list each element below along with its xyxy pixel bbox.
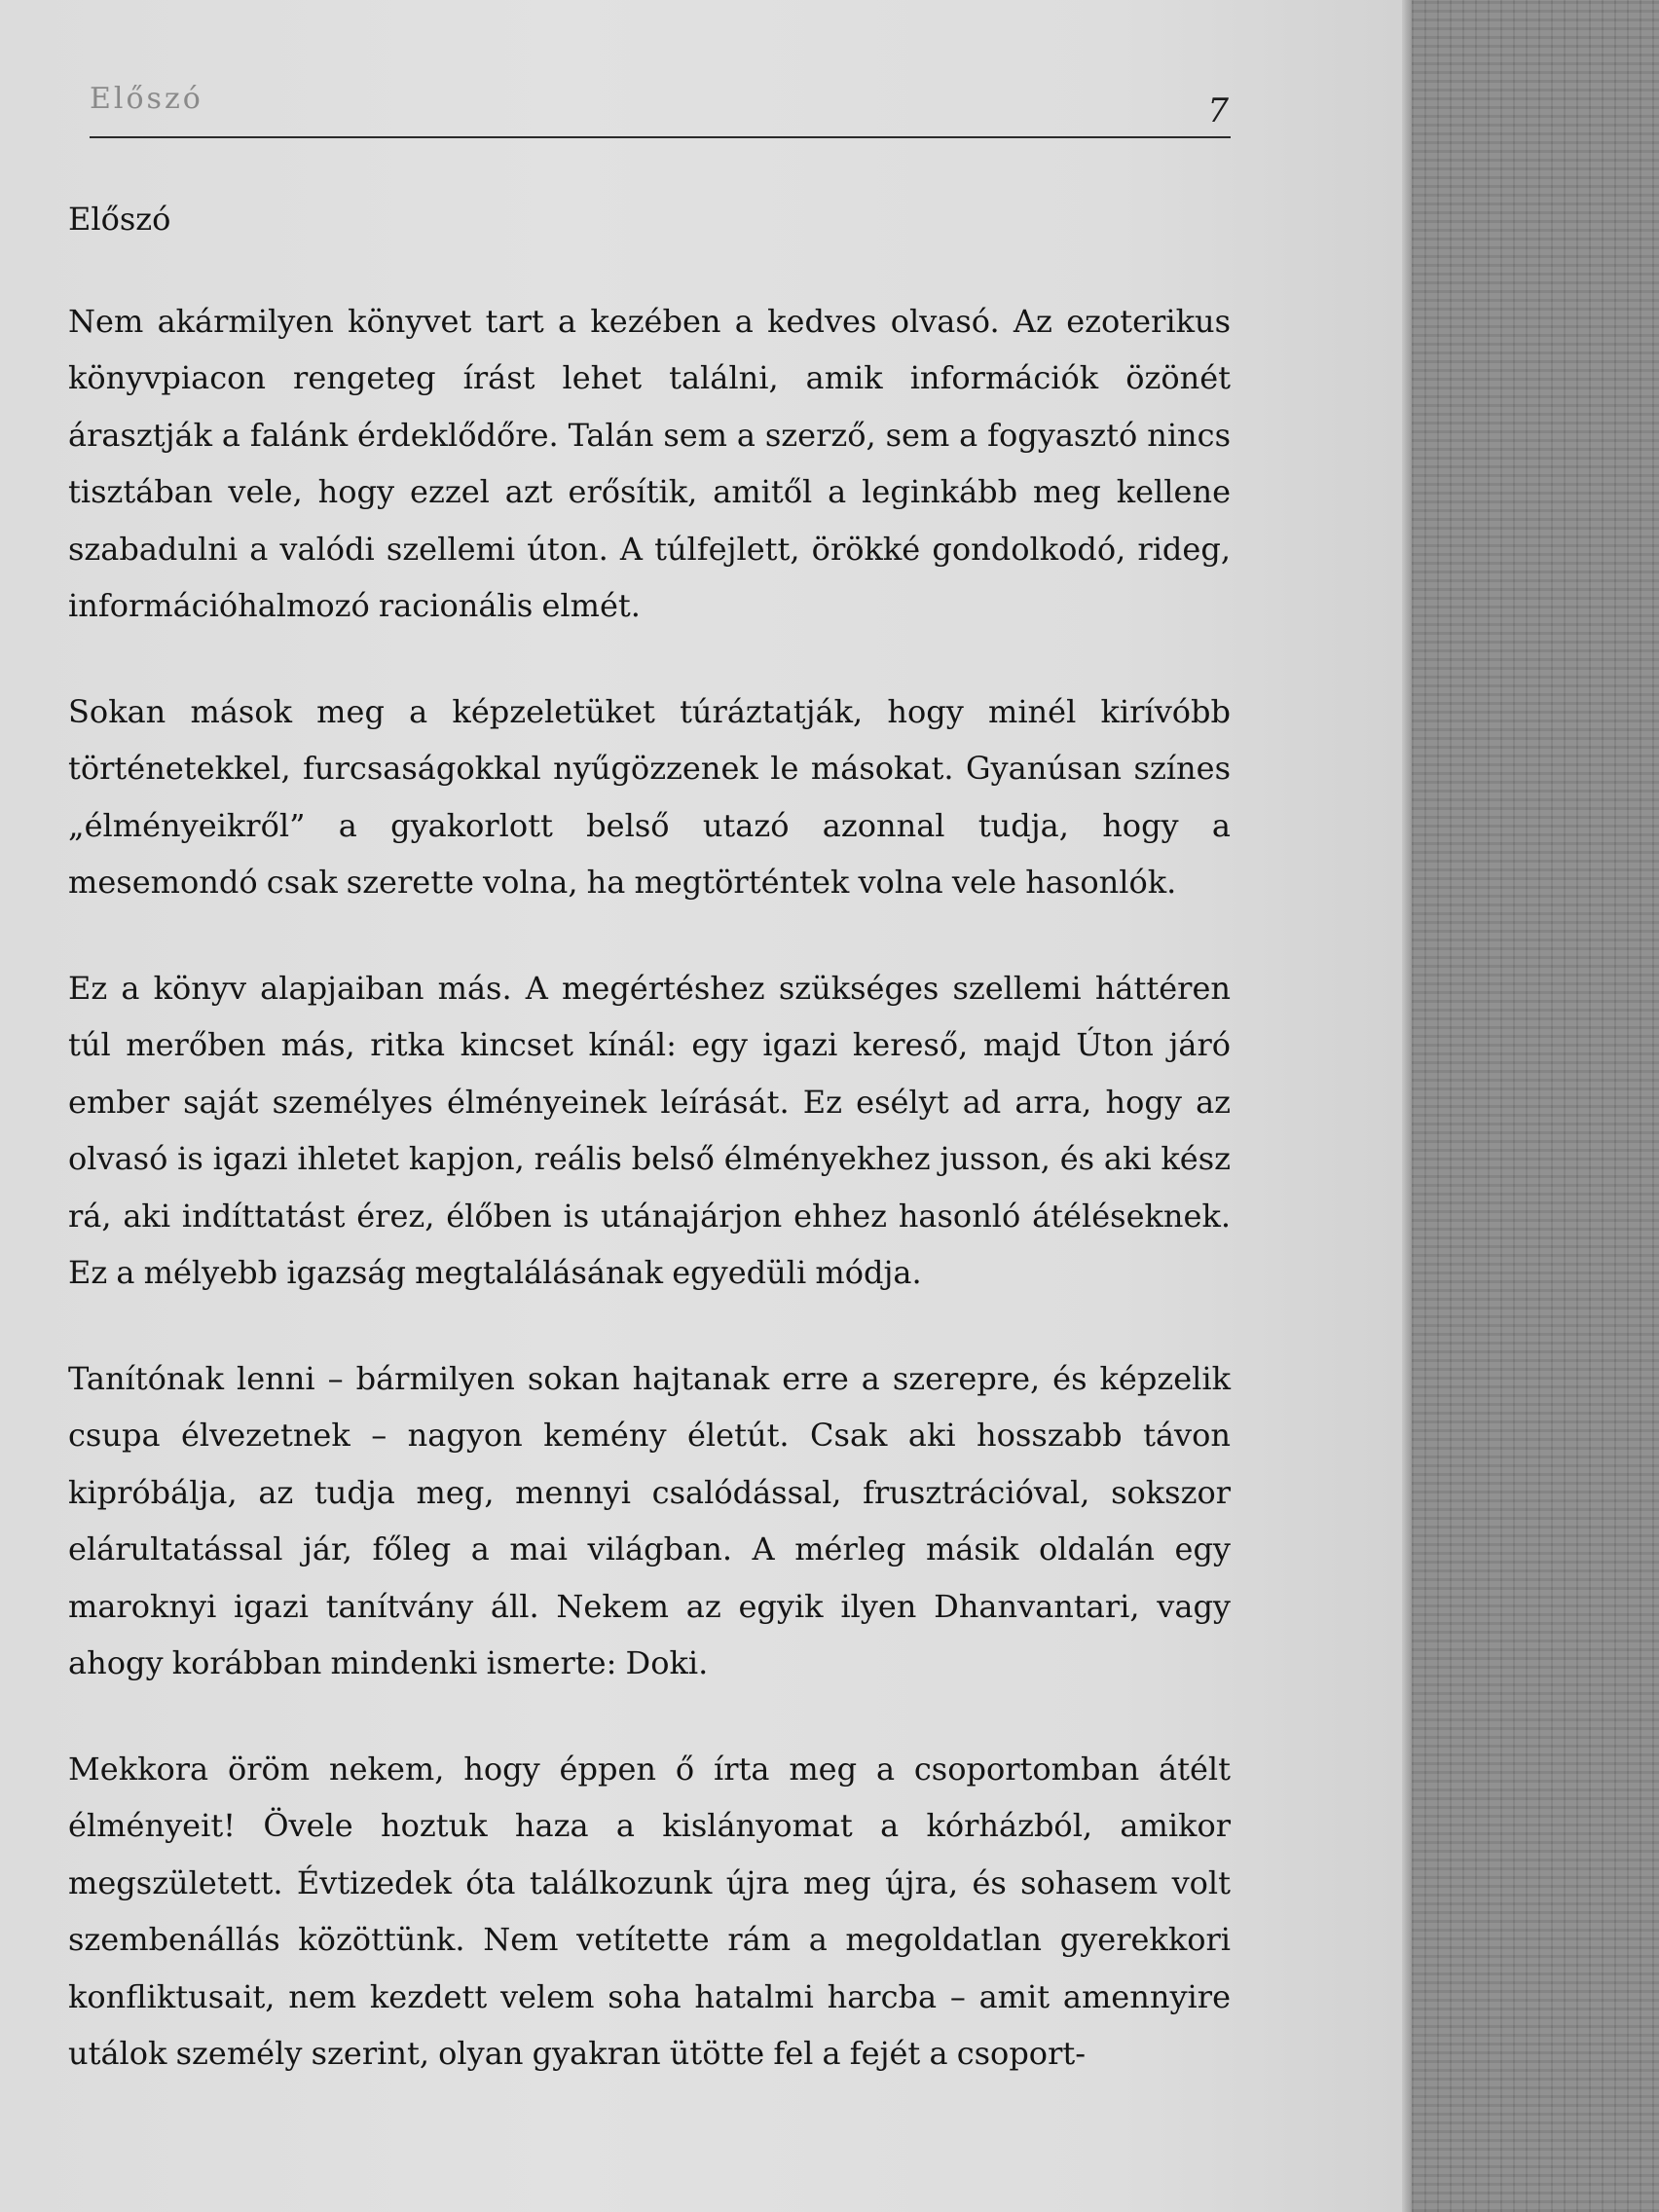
paragraph-1: Nem akármilyen könyvet tart a kezében a kedves olvasó. Az ezoterikus könyvpiacon rengeteg írást lehet találni, amik információk özönét árasztják a falánk érdeklődőre. Talán sem a szerző, sem a fogyasztó nincs tisztában vele, hogy ezzel azt erősítik, amitől a leginkább meg kellene szabadulni a valódi szellemi úton. A túlfejlett, örökké gondolkodó, rideg, információhalmozó racionális elmét.	[68, 302, 1231, 624]
running-header	[90, 78, 1231, 138]
page-content	[68, 191, 1231, 2131]
chapter-title: Előszó	[68, 201, 171, 238]
paragraph-4: Tanítónak lenni – bármilyen sokan hajtanak erre a szerepre, és képzelik csupa élvezetnek – nagyon kemény életút. Csak aki hosszabb távon kipróbálja, az tudja meg, mennyi csalódással, frusztrációval, sokszor elárultatással jár, főleg a mai világban. A mérleg másik oldalán egy maroknyi igazi tanítvány áll. Nekem az egyik ilyen Dhanvantari, vagy ahogy korábban mindenki ismerte: Doki.	[68, 1359, 1231, 1681]
background-surface	[1412, 0, 1659, 2212]
paragraph-3: Ez a könyv alapjaiban más. A megértéshez szükséges szellemi háttéren túl merőben más, ritka kincset kínál: egy igazi kereső, majd Úton járó ember saját személyes élményeinek leírását. Ez esélyt ad arra, hogy az olvasó is igazi ihletet kapjon, reális belső élményekhez jusson, és aki kész rá, aki indíttatást érez, élőben is utánajárjon ehhez hasonló átéléseknek. Ez a mélyebb igazság megtalálásának egyedüli módja.	[68, 969, 1231, 1291]
page-number: 7	[1207, 92, 1229, 130]
paragraph-5: Mekkora öröm nekem, hogy éppen ő írta meg a csoportomban átélt élményeit! Övele hoztuk haza a kislányomat a kórházból, amikor megszületett. Évtizedek óta találkozunk újra meg újra, és sohasem volt szembenállás közöttünk. Nem vetítette rám a megoldatlan gyerekkori konfliktusait, nem kezdett velem soha hatalmi harcba – amit amennyire utálok személy szerint, olyan gyakran ütötte fel a fejét a csoport-	[68, 1750, 1231, 2072]
page-edge	[1402, 0, 1412, 2212]
running-title: Előszó	[90, 82, 203, 116]
paragraph-2: Sokan mások meg a képzeletüket túráztatják, hogy minél kirívóbb történetekkel, furcsaságokkal nyűgözzenek le másokat. Gyanúsan színes „élményeikről” a gyakorlott belső utazó azonnal tudja, hogy a mesemondó csak szerette volna, ha megtörténtek volna vele hasonlók.	[68, 692, 1231, 901]
